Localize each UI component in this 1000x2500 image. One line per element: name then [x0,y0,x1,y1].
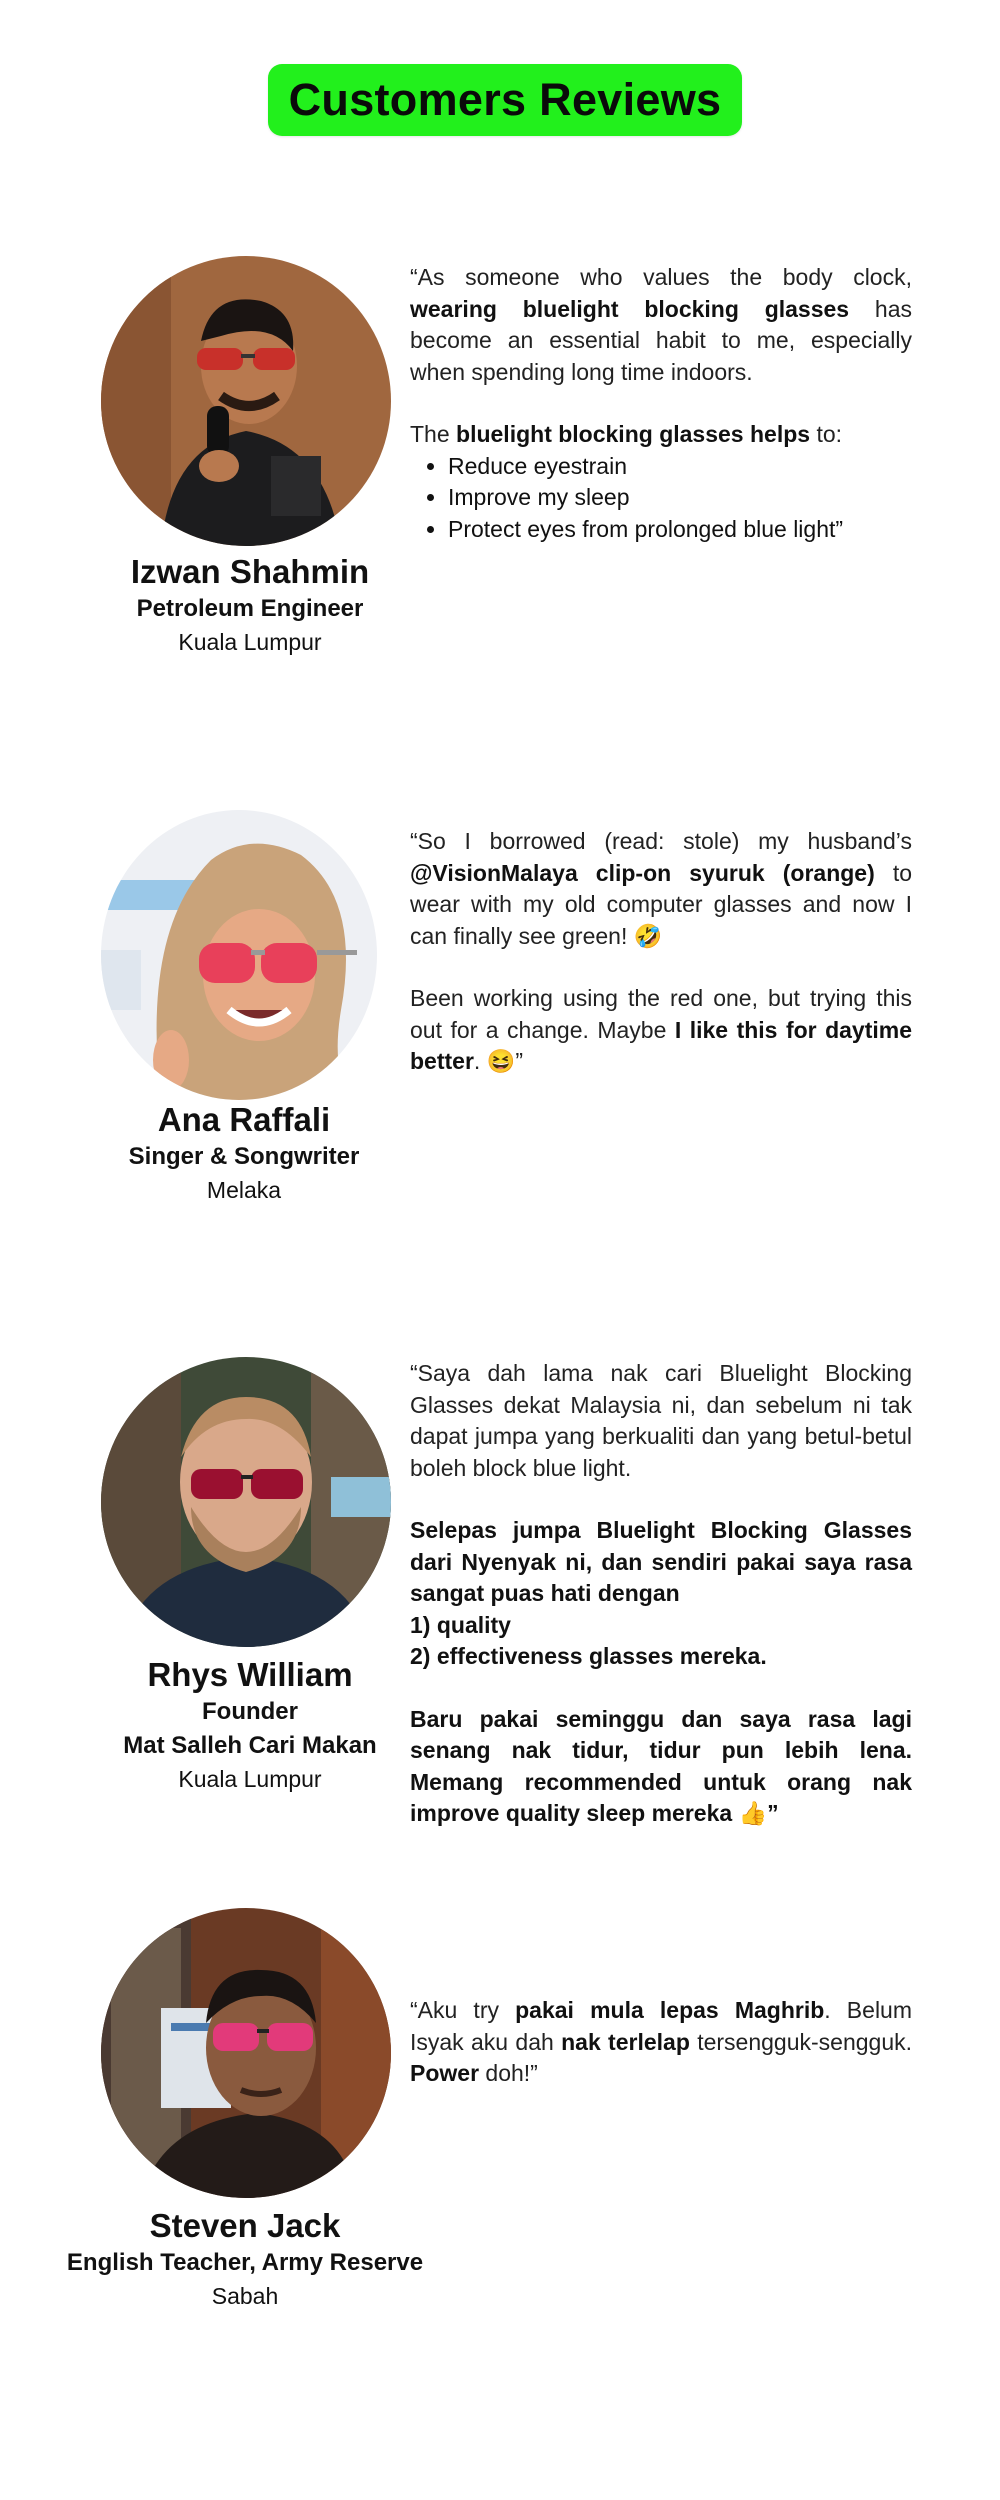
reviewer-location: Kuala Lumpur [178,629,322,655]
reviewer-name: Rhys William [147,1656,353,1693]
review-quote: “So I borrowed (read: stole) my husband’s @VisionMalaya clip-on syuruk (orange) to wear with my old computer glasses and now I can finally see green! 🤣 Been working using the red one, but trying this out for a change. Maybe I like this for daytime better. 😆” [410,828,913,1074]
reviewer-name: Izwan Shahmin [130,553,370,590]
review-quote: “Saya dah lama nak cari Bluelight Blocking Glasses dekat Malaysia ni, dan sebelum ni tak dapat jumpa yang berkualiti dan yang betul-betul boleh block blue light. Selepas jumpa Bluelight Blocking Glasses dari Nyenyak ni, dan sendiri pakai saya rasa sangat puas hati dengan 1) quality 2) effectiveness glasses mereka. Baru pakai seminggu dan saya rasa lagi senang nak tidur, tidur pun lebih lena. Memang recommended untuk orang nak improve quality sleep mereka 👍” [410,1360,912,1826]
reviewer-name: Ana Raffali [157,1101,331,1138]
reviewer-photo [101,810,377,1100]
reviewer-name: Steven Jack [149,2207,341,2244]
reviewer-info [84,1100,404,1206]
reviewer-photo [101,1908,391,2198]
reviewer-role: English Teacher, Army Reserve [66,2249,424,2276]
man-with-pink-glasses-photo [101,1908,391,2198]
reviewer-role: Founder [202,1698,298,1725]
review-quote: “Aku try pakai mula lepas Maghrib. Belum Isyak aku dah nak terlelap tersengguk-sengguk. Power doh!” [410,1997,912,2086]
list-item: • Protect eyes from prolonged blue light” [448,514,912,546]
bearded-man-photo [101,1357,391,1647]
section-title-badge [268,64,742,136]
reviewer-role: Singer & Songwriter [128,1143,360,1170]
person-with-microphone-photo [101,256,391,546]
reviewer-info [90,1655,410,1795]
reviewer-company: Mat Salleh Cari Makan [123,1732,377,1759]
list-item: • Reduce eyestrain [448,451,912,483]
review-quote: “As someone who values the body clock, wearing bluelight blocking glasses has become an essential habit to me, especially when spending long time indoors. The bluelight blocking glasses helps to: • Reduce eyestrain • Improve my sleep • Protect eyes from prolonged blue light” [410,262,912,545]
section-title: Customers Reviews [288,74,722,125]
list-item: • Improve my sleep [448,482,912,514]
reviewer-info [40,2206,450,2312]
reviewer-location: Melaka [206,1177,282,1203]
reviewer-location: Sabah [211,2283,279,2309]
reviewer-role: Petroleum Engineer [136,595,364,622]
woman-in-hijab-photo [101,810,377,1100]
reviewer-photo [101,1357,391,1647]
benefits-list [410,451,912,546]
reviewer-info [90,552,410,658]
reviewer-photo [101,256,391,546]
reviewer-location: Kuala Lumpur [178,1766,322,1792]
